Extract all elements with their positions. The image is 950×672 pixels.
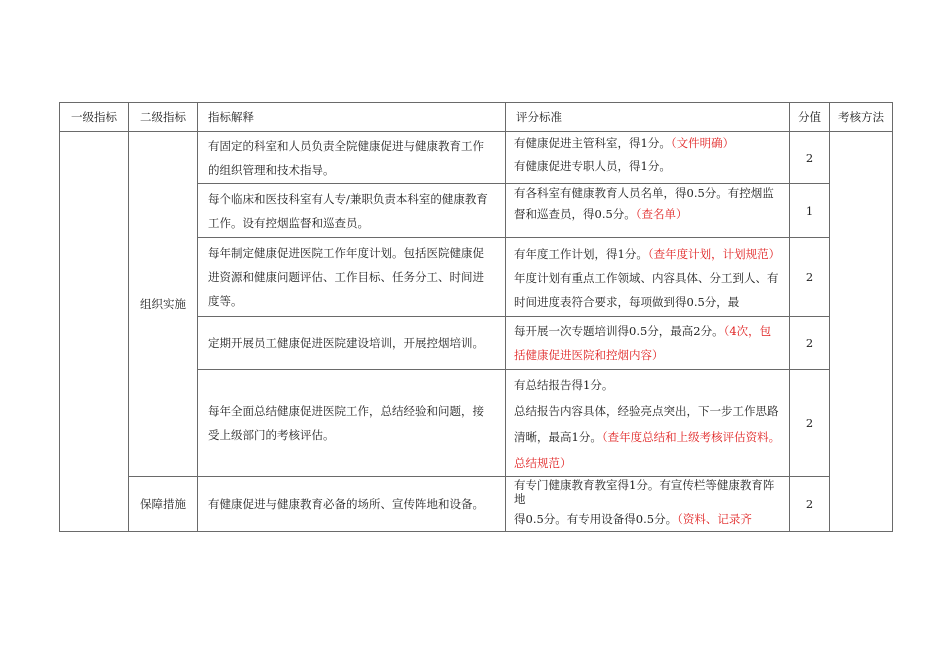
criteria-text: 有年度工作计划，得1分。 [514,247,648,261]
header-criteria: 评分标准 [506,103,790,132]
criteria-note: （查年度计划，计划规范） [647,247,781,261]
criteria-cell [506,132,790,184]
explanation-cell: 每个临床和医技科室有人专/兼职负责本科室的健康教育工作。设有控烟监督和巡查员。 [198,184,506,238]
explanation-cell: 定期开展员工健康促进医院建设培训，开展控烟培训。 [198,317,506,370]
header-row [60,103,893,132]
method-cell [830,132,893,532]
criteria-text: 得0.5分。有专用设备得0.5分。 [514,512,678,526]
header-method: 考核方法 [830,103,893,132]
criteria-text: 每开展一次专题培训得0.5分，最高2分。 [514,324,724,338]
criteria-note: （文件明确） [670,136,735,150]
level2-cell-safeguard: 保障措施 [129,477,198,532]
score-cell: 2 [790,370,830,477]
header-level1: 一级指标 [60,103,129,132]
table-row [60,477,893,532]
explanation-cell: 有健康促进与健康教育必备的场所、宣传阵地和设备。 [198,477,506,532]
criteria-note: （资料、记录齐 [677,512,752,526]
score-cell: 1 [790,184,830,238]
criteria-text: 有健康促进主管科室，得1分。 [514,136,671,150]
score-cell: 2 [790,238,830,317]
criteria-text: 有专门健康教育教室得1分。有宣传栏等健康教育阵地 [514,478,775,506]
criteria-text: 总结报告内容具体，经验亮点突出，下一步工作思路清晰，最高1分。 [514,404,779,444]
criteria-note: （查年度总结和上级考核评估资料。总结规范） [514,430,781,470]
criteria-text: 年度计划有重点工作领域、内容具体、分工到人、有时间进度表符合要求，每项做到得0.5分，最 [514,271,779,309]
level2-cell-organization: 组织实施 [129,132,198,477]
criteria-note: （4次，包括健康促进医院和控烟内容） [514,324,772,362]
explanation-cell: 每年全面总结健康促进医院工作，总结经验和问题，接受上级部门的考核评估。 [198,370,506,477]
header-level2: 二级指标 [129,103,198,132]
criteria-cell [506,317,790,370]
header-explanation: 指标解释 [198,103,506,132]
table-row [60,132,893,184]
score-cell: 2 [790,132,830,184]
header-score: 分值 [790,103,830,132]
criteria-text: 有健康促进专职人员，得1分。 [514,159,671,173]
score-cell: 2 [790,317,830,370]
criteria-cell [506,238,790,317]
explanation-cell: 有固定的科室和人员负责全院健康促进与健康教育工作的组织管理和技术指导。 [198,132,506,184]
criteria-text: 有总结报告得1分。 [514,378,614,392]
evaluation-table [59,102,893,532]
criteria-cell [506,184,790,238]
criteria-cell [506,370,790,477]
criteria-cell [506,477,790,532]
explanation-cell: 每年制定健康促进医院工作年度计划。包括医院健康促进资源和健康问题评估、工作目标、任务分工、时间进度等。 [198,238,506,317]
level1-cell [60,132,129,532]
criteria-text: 督和巡查员，得0.5分。 [514,207,636,221]
criteria-note: （查名单） [635,207,688,221]
criteria-text: 有各科室有健康教育人员名单，得0.5分。有控烟监 [514,186,774,200]
score-cell: 2 [790,477,830,532]
